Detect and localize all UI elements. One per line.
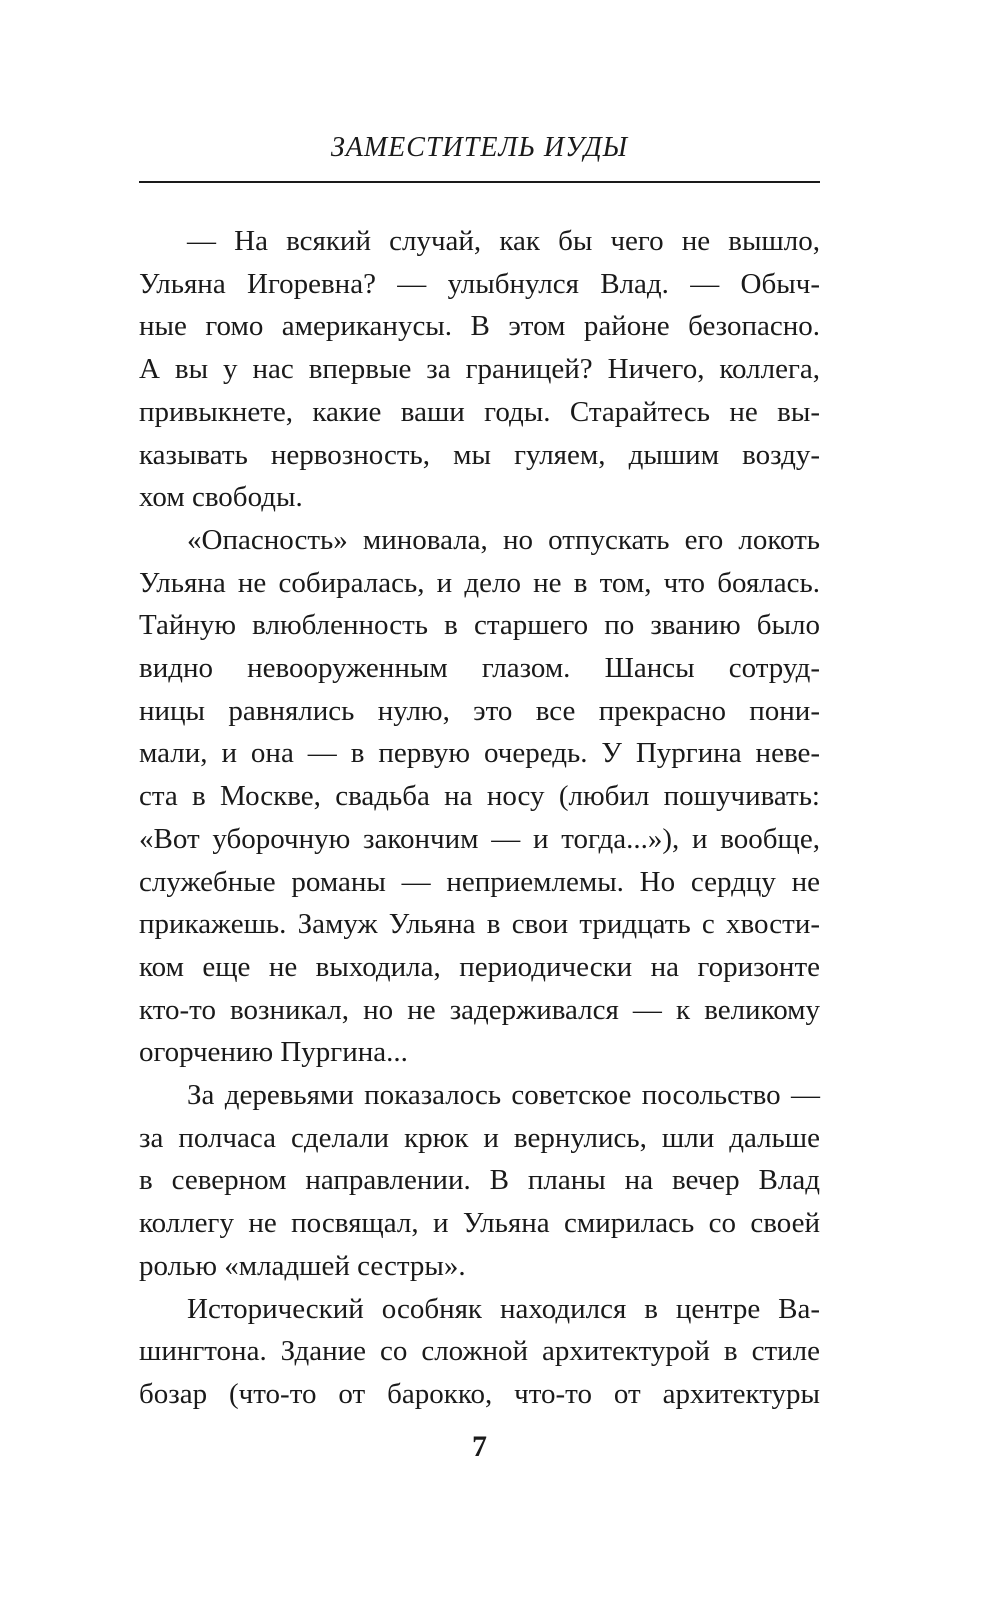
text-line: «Вот уборочную закончим — и тогда...»), и вообще, bbox=[139, 822, 820, 855]
text-line: ницы равнялись нулю, это все прекрасно пони- bbox=[139, 694, 820, 727]
body-text bbox=[139, 220, 820, 1416]
text-line: за полчаса сделали крюк и вернулись, шли дальше bbox=[139, 1121, 820, 1154]
text-line: шингтона. Здание со сложной архитектурой в стиле bbox=[139, 1335, 820, 1368]
text-line: А вы у нас впервые за границей? Ничего, коллега, bbox=[139, 353, 820, 386]
running-head: ЗАМЕСТИТЕЛЬ ИУДЫ bbox=[330, 132, 629, 163]
text-line: привыкнете, какие ваши годы. Старайтесь не вы- bbox=[139, 395, 820, 428]
text-line: кто-то возникал, но не задерживался — к великому bbox=[139, 993, 820, 1026]
text-line: Ульяна Игоревна? — улыбнулся Влад. — Обыч- bbox=[139, 267, 820, 300]
text-line: бозар (что-то от барокко, что-то от архитектуры bbox=[139, 1377, 820, 1410]
header-rule bbox=[139, 181, 820, 183]
page-number: 7 bbox=[472, 1430, 487, 1463]
paragraph bbox=[139, 1074, 820, 1288]
paragraph bbox=[139, 519, 820, 1074]
text-line: служебные романы — неприемлемы. Но сердцу не bbox=[139, 865, 820, 898]
text-line: ста в Москве, свадьба на носу (любил пошучивать: bbox=[139, 780, 820, 813]
text-line: За деревьями показалось советское посольство — bbox=[187, 1079, 820, 1112]
text-line: казывать нервозность, мы гуляем, дышим возду- bbox=[139, 438, 820, 471]
text-line: в северном направлении. В планы на вечер Влад bbox=[139, 1164, 820, 1197]
text-line: «Опасность» миновала, но отпускать его локоть bbox=[187, 523, 820, 556]
paragraph bbox=[139, 220, 820, 519]
text-line: ролью «младшей сестры». bbox=[139, 1249, 466, 1282]
paragraph bbox=[139, 1288, 820, 1416]
text-line: мали, и она — в первую очередь. У Пургина неве- bbox=[139, 737, 820, 770]
text-line: коллегу не посвящал, и Ульяна смирилась со своей bbox=[139, 1207, 820, 1240]
text-line: хом свободы. bbox=[139, 481, 303, 514]
text-line: огорчению Пургина... bbox=[139, 1036, 408, 1069]
text-line: Ульяна не собиралась, и дело не в том, что боялась. bbox=[139, 566, 820, 599]
text-line: ком еще не выходила, периодически на горизонте bbox=[139, 950, 820, 983]
text-line: Тайную влюбленность в старшего по званию было bbox=[139, 609, 820, 642]
text-line: ные гомо американусы. В этом районе безопасно. bbox=[139, 310, 820, 343]
text-line: видно невооруженным глазом. Шансы сотруд- bbox=[139, 652, 820, 685]
text-line: прикажешь. Замуж Ульяна в свои тридцать с хвости- bbox=[139, 908, 820, 941]
text-line: — На всякий случай, как бы чего не вышло, bbox=[187, 225, 820, 257]
text-line: Исторический особняк находился в центре Ва- bbox=[187, 1292, 820, 1325]
